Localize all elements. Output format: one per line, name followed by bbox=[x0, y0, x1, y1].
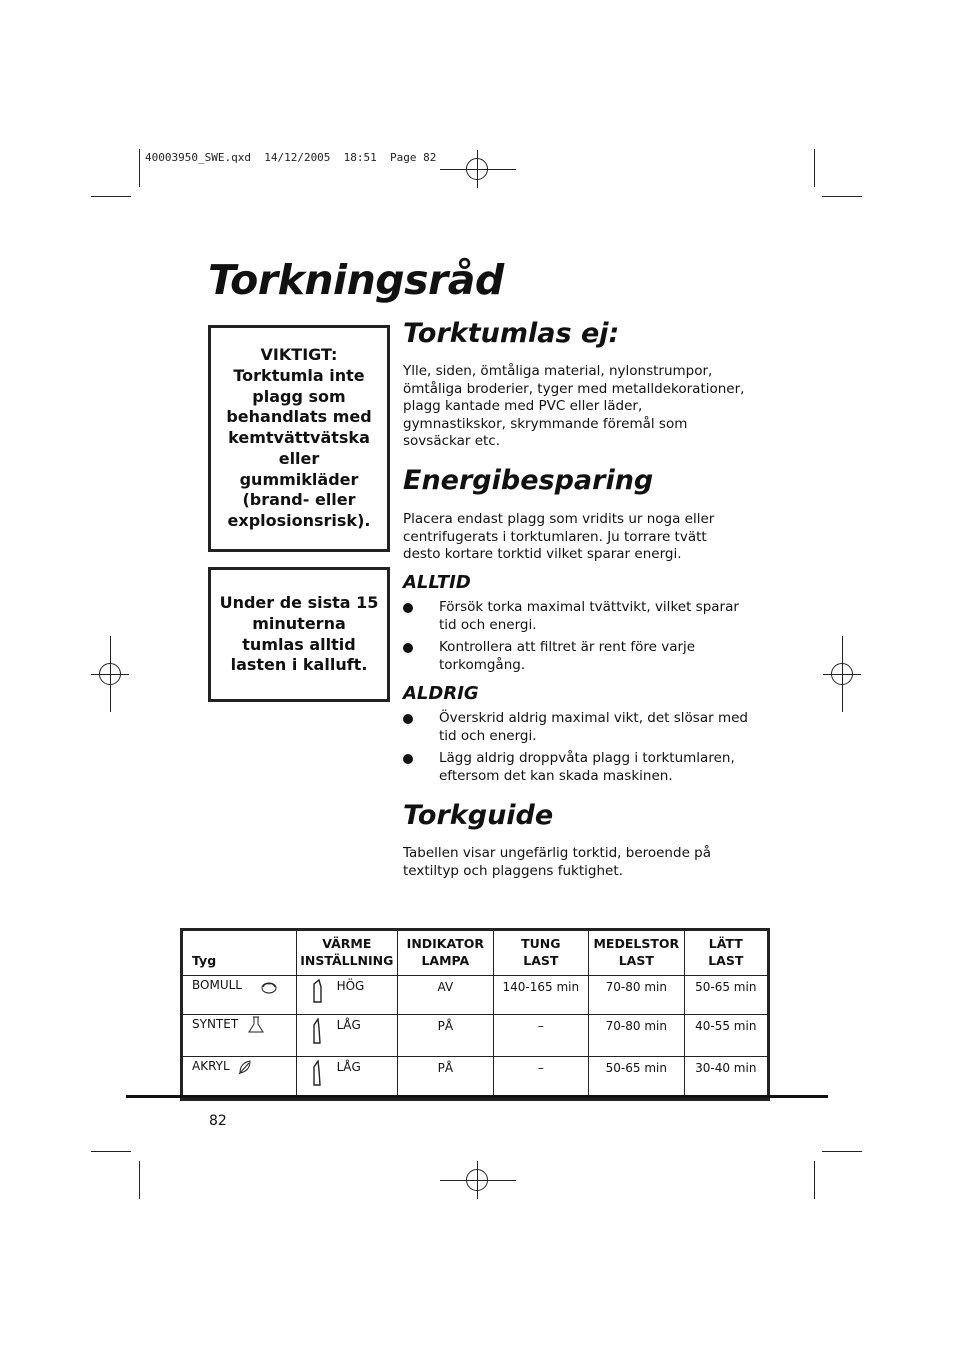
drying-guide-text: Tabellen visar ungefärlig torktid, beroende på textiltyp och plaggens fuktighet. bbox=[403, 845, 712, 879]
cool-down-notice-text: Under de sista 15 minuterna tumlas alltid lasten i kalluft. bbox=[219, 592, 379, 675]
table-row bbox=[182, 976, 769, 1015]
heavy-load-time: – bbox=[493, 1015, 588, 1057]
fabric-name: BOMULL bbox=[192, 978, 242, 992]
heat-setting: LÅG bbox=[336, 1060, 361, 1074]
col-heavy-load: TUNG LAST bbox=[493, 930, 588, 976]
fabric-name: SYNTET bbox=[192, 1017, 239, 1031]
low-heat-icon bbox=[311, 1060, 323, 1086]
light-load-time: 40-55 min bbox=[684, 1015, 768, 1057]
bullet-icon bbox=[403, 714, 413, 724]
low-heat-icon bbox=[311, 1018, 323, 1044]
medium-load-time: 70-80 min bbox=[589, 976, 684, 1015]
col-medium-load: MEDELSTOR LAST bbox=[589, 930, 684, 976]
list-item: Överskrid aldrig maximal vikt, det slösar med tid och energi. bbox=[403, 710, 748, 745]
energy-text: Placera endast plagg som vridits ur noga eller centrifugerats i torktumlaren. Ju torrare tvätt desto kortare torktid vilket sparar energi. bbox=[403, 511, 715, 562]
medium-load-time: 50-65 min bbox=[589, 1057, 684, 1100]
important-notice-text: VIKTIGT: Torktumla inte plagg som behandlats med kemtvättvätska eller gummikläder (brand- eller explosionsrisk). bbox=[226, 344, 372, 531]
bullet-icon bbox=[403, 603, 413, 613]
energy-heading: Energibesparing bbox=[403, 465, 654, 496]
light-load-time: 50-65 min bbox=[684, 976, 768, 1015]
table-row bbox=[182, 1057, 769, 1100]
high-heat-icon bbox=[311, 979, 323, 1003]
heavy-load-time: 140-165 min bbox=[493, 976, 588, 1015]
list-item: Lägg aldrig droppvåta plagg i torktumlaren, eftersom det kan skada maskinen. bbox=[403, 750, 748, 785]
col-light-load: LÄTT LAST bbox=[684, 930, 768, 976]
col-fabric: Tyg bbox=[192, 953, 217, 968]
never-list bbox=[403, 710, 748, 790]
heat-setting: LÅG bbox=[336, 1018, 361, 1032]
table-row bbox=[182, 1015, 769, 1057]
heavy-load-time: – bbox=[493, 1057, 588, 1100]
always-heading: ALLTID bbox=[403, 572, 471, 593]
important-notice-box bbox=[208, 325, 390, 552]
cotton-icon bbox=[260, 979, 278, 995]
medium-load-time: 70-80 min bbox=[589, 1015, 684, 1057]
bullet-icon bbox=[403, 754, 413, 764]
list-item: Kontrollera att filtret är rent före varje torkomgång. bbox=[403, 639, 748, 674]
synthetic-icon bbox=[248, 1016, 264, 1034]
heat-setting: HÖG bbox=[336, 979, 365, 993]
fabric-name: AKRYL bbox=[192, 1059, 230, 1073]
light-load-time: 30-40 min bbox=[684, 1057, 768, 1100]
acrylic-icon bbox=[238, 1059, 252, 1075]
page-number: 82 bbox=[209, 1113, 227, 1129]
no-tumble-heading: Torktumlas ej: bbox=[403, 318, 620, 349]
page-title: Torkningsråd bbox=[208, 256, 504, 304]
table-header-row bbox=[182, 930, 769, 976]
no-tumble-text: Ylle, siden, ömtåliga material, nylonstrumpor, ömtåliga broderier, tyger med metalldekorationer, plagg kantade med PVC eller läder, gymnastikskor, skrymmande föremål som sovsäckar etc. bbox=[403, 363, 745, 449]
drying-guide-heading: Torkguide bbox=[403, 800, 554, 831]
bullet-icon bbox=[403, 643, 413, 653]
list-item: Försök torka maximal tvättvikt, vilket sparar tid och energi. bbox=[403, 599, 748, 634]
lamp-value: AV bbox=[398, 976, 493, 1015]
cool-down-notice-box bbox=[208, 567, 390, 702]
print-slug: 40003950_SWE.qxd 14/12/2005 18:51 Page 82 bbox=[145, 151, 437, 164]
lamp-value: PÅ bbox=[398, 1015, 493, 1057]
always-list bbox=[403, 599, 748, 679]
never-heading: ALDRIG bbox=[403, 683, 479, 704]
col-lamp: INDIKATOR LAMPA bbox=[398, 930, 493, 976]
col-heat: VÄRME INSTÄLLNING bbox=[296, 930, 398, 976]
footer-rule bbox=[126, 1095, 828, 1098]
lamp-value: PÅ bbox=[398, 1057, 493, 1100]
drying-guide-table bbox=[180, 928, 770, 1101]
